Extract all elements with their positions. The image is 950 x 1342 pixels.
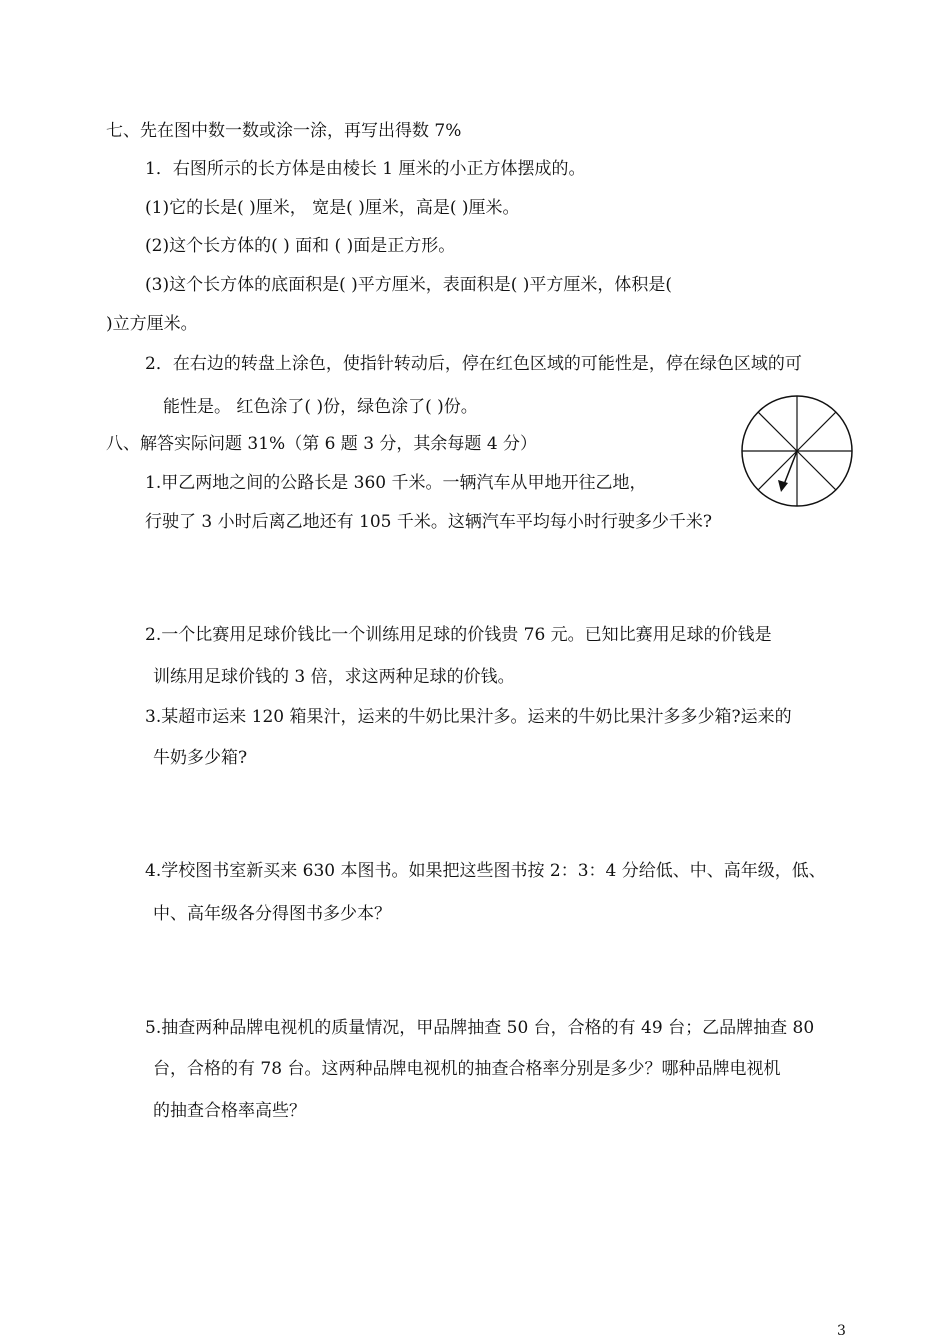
s8-q5-line2: 台，合格的有 78 台。这两种品牌电视机的抽查合格率分别是多少？哪种品牌电视机	[153, 1059, 781, 1079]
s7-q1-part1: (1)它的长是( )厘米， 宽是( )厘米，高是( )厘米。	[145, 198, 520, 218]
s8-q4-line2: 中、高年级各分得图书多少本？	[153, 904, 391, 924]
s8-q5-line1: 5.抽查两种品牌电视机的质量情况，甲品牌抽查 50 台，合格的有 49 台；乙品牌抽查 80	[145, 1018, 815, 1038]
section-7-heading: 七、先在图中数一数或涂一涂，再写出得数 7%	[106, 121, 462, 141]
s7-q1-part3: (3)这个长方体的底面积是( )平方厘米，表面积是( )平方厘米，体积是(	[145, 275, 673, 295]
s8-q1-line1: 1.甲乙两地之间的公路长是 360 千米。一辆汽车从甲地开往乙地，	[145, 473, 647, 493]
s8-q5-line3: 的抽查合格率高些？	[153, 1101, 306, 1121]
s8-q1-line2: 行驶了 3 小时后离乙地还有 105 千米。这辆汽车平均每小时行驶多少千米?	[145, 512, 712, 532]
s7-q1-part3-cont: )立方厘米。	[106, 314, 198, 334]
spinner-pointer-arrowhead	[778, 480, 788, 492]
s7-q2-line2: 能性是。 红色涂了( )份，绿色涂了( )份。	[163, 397, 478, 417]
s7-q2-line1: 2．在右边的转盘上涂色，使指针转动后，停在红色区域的可能性是，停在绿色区域的可	[145, 354, 802, 374]
spinner-sector-divider	[797, 451, 836, 490]
s8-q2-line2: 训练用足球价钱的 3 倍，求这两种足球的价钱。	[153, 667, 515, 687]
page-number: 3	[837, 1323, 846, 1339]
s7-q1-intro: 1．右图所示的长方体是由棱长 1 厘米的小正方体摆成的。	[145, 159, 586, 179]
s8-q2-line1: 2.一个比赛用足球价钱比一个训练用足球的价钱贵 76 元。已知比赛用足球的价钱是	[145, 625, 772, 645]
spinner-wheel-icon	[740, 394, 854, 508]
spinner-sector-divider	[758, 451, 797, 490]
s8-q3-line1: 3.某超市运来 120 箱果汁，运来的牛奶比果汁多。运来的牛奶比果汁多多少箱?运来的	[145, 707, 792, 727]
s8-q3-line2: 牛奶多少箱?	[153, 748, 248, 768]
s8-q4-line1: 4.学校图书室新买来 630 本图书。如果把这些图书按 2：3：4 分给低、中、高年级，低、	[145, 861, 826, 881]
section-8-heading: 八、解答实际问题 31%（第 6 题 3 分，其余每题 4 分）	[106, 434, 538, 454]
s7-q1-part2: (2)这个长方体的( ) 面和 ( )面是正方形。	[145, 236, 456, 256]
spinner-pointer	[783, 451, 797, 487]
spinner-sector-divider	[797, 412, 836, 451]
spinner-sector-divider	[758, 412, 797, 451]
